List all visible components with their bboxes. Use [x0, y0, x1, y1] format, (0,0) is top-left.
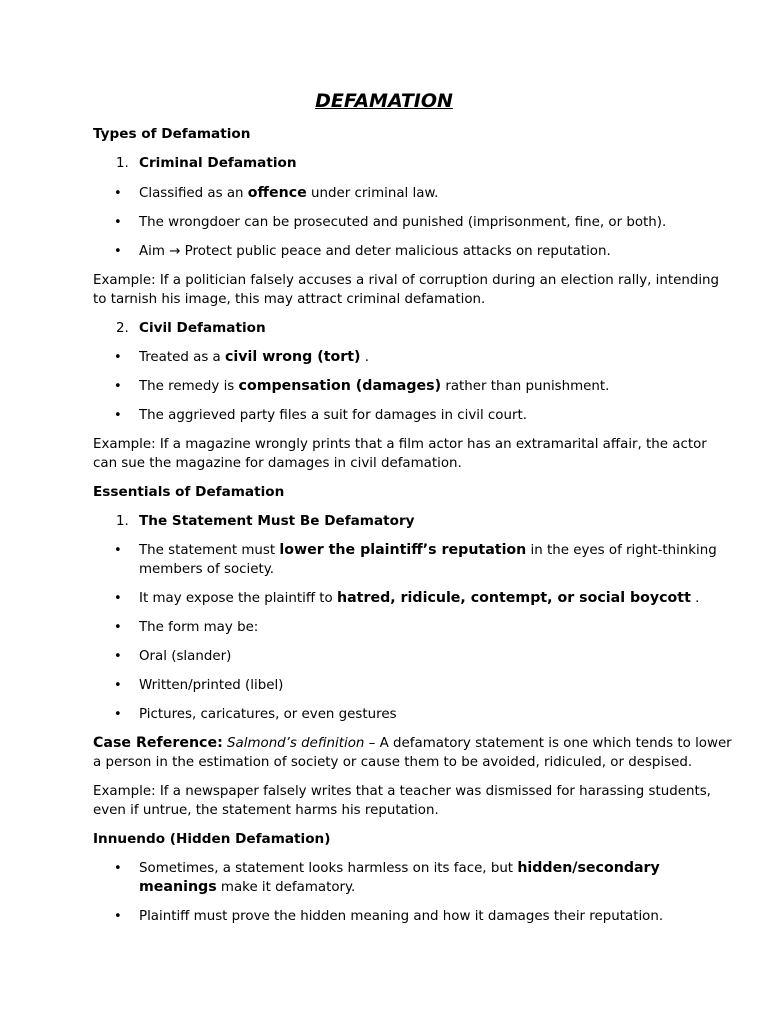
subheading-statement-defamatory: The Statement Must Be Defamatory [139, 513, 415, 529]
bold-term: hatred, ridicule, contempt, or social boycott [337, 590, 691, 606]
bullet-icon: • [114, 186, 122, 201]
list-item [139, 859, 699, 878]
list-item: The form may be: [139, 620, 259, 635]
list-item [139, 589, 699, 608]
bullet-icon: • [114, 215, 122, 230]
text-run: – A defamatory statement is one which tends to lower [364, 736, 732, 751]
list-item: Aim → Protect public peace and deter malicious attacks on reputation. [139, 244, 611, 259]
example-paragraph-line: can sue the magazine for damages in civil defamation. [93, 456, 462, 471]
list-item: Pictures, caricatures, or even gestures [139, 707, 397, 722]
bold-term: lower the plaintiff’s reputation [279, 542, 527, 558]
list-item [139, 541, 717, 560]
list-item [139, 348, 699, 367]
case-reference-italic: Salmond’s definition [227, 736, 365, 751]
text-run: rather than punishment. [441, 379, 610, 394]
list-number: 2. [116, 321, 129, 336]
text-run: . [690, 591, 700, 606]
bold-term: offence [247, 185, 307, 201]
example-paragraph: Example: If a politician falsely accuses a rival of corruption during an election rally, intending [93, 273, 720, 288]
bullet-icon: • [114, 244, 122, 259]
list-item [139, 377, 699, 396]
text-run: It may expose the plaintiff to [139, 591, 337, 606]
text-run: in the eyes of right-thinking [526, 543, 717, 558]
bullet-icon: • [114, 678, 122, 693]
list-item-continuation [139, 878, 699, 897]
bullet-icon: • [114, 620, 122, 635]
text-run: The remedy is [139, 379, 239, 394]
list-item [139, 184, 699, 203]
text-run: Sometimes, a statement looks harmless on its face, but [139, 861, 518, 876]
list-item: Oral (slander) [139, 649, 232, 664]
bullet-icon: • [114, 707, 122, 722]
example-paragraph-line: to tarnish his image, this may attract criminal defamation. [93, 292, 486, 307]
bold-term: compensation (damages) [238, 378, 442, 394]
example-paragraph-line: even if untrue, the statement harms his reputation. [93, 803, 439, 818]
list-item-continuation: members of society. [139, 562, 274, 577]
section-heading-types: Types of Defamation [93, 126, 251, 142]
bold-term: meanings [139, 879, 217, 895]
text-run: The statement must [139, 543, 280, 558]
subheading-criminal-defamation: Criminal Defamation [139, 155, 297, 171]
text-run: under criminal law. [306, 186, 439, 201]
list-item: The aggrieved party files a suit for damages in civil court. [139, 408, 527, 423]
bullet-icon: • [114, 543, 122, 558]
list-item: Plaintiff must prove the hidden meaning and how it damages their reputation. [139, 909, 664, 924]
subheading-civil-defamation: Civil Defamation [139, 320, 266, 336]
list-item: Written/printed (libel) [139, 678, 284, 693]
case-reference [93, 734, 732, 753]
bold-term: hidden/secondary [517, 860, 660, 876]
text-run: Classified as an [139, 186, 248, 201]
text-run: . [360, 350, 370, 365]
bullet-icon: • [114, 861, 122, 876]
bullet-icon: • [114, 350, 122, 365]
example-paragraph: Example: If a magazine wrongly prints that a film actor has an extramarital affair, the actor [93, 437, 707, 452]
case-reference-label: Case Reference: [93, 735, 223, 751]
bullet-icon: • [114, 649, 122, 664]
list-item: The wrongdoer can be prosecuted and punished (imprisonment, fine, or both). [139, 215, 667, 230]
bold-term: civil wrong (tort) [225, 349, 361, 365]
section-heading-essentials: Essentials of Defamation [93, 484, 285, 500]
example-paragraph: Example: If a newspaper falsely writes that a teacher was dismissed for harassing students, [93, 784, 711, 799]
case-reference-line: a person in the estimation of society or cause them to be avoided, ridiculed, or despised. [93, 755, 693, 770]
bullet-icon: • [114, 379, 122, 394]
bullet-icon: • [114, 408, 122, 423]
document-title: DEFAMATION [315, 90, 453, 112]
bullet-icon: • [114, 909, 122, 924]
bullet-icon: • [114, 591, 122, 606]
section-heading-innuendo: Innuendo (Hidden Defamation) [93, 831, 331, 847]
list-number: 1. [116, 514, 129, 529]
text-run: Treated as a [139, 350, 226, 365]
text-run: make it defamatory. [216, 880, 356, 895]
list-number: 1. [116, 156, 129, 171]
